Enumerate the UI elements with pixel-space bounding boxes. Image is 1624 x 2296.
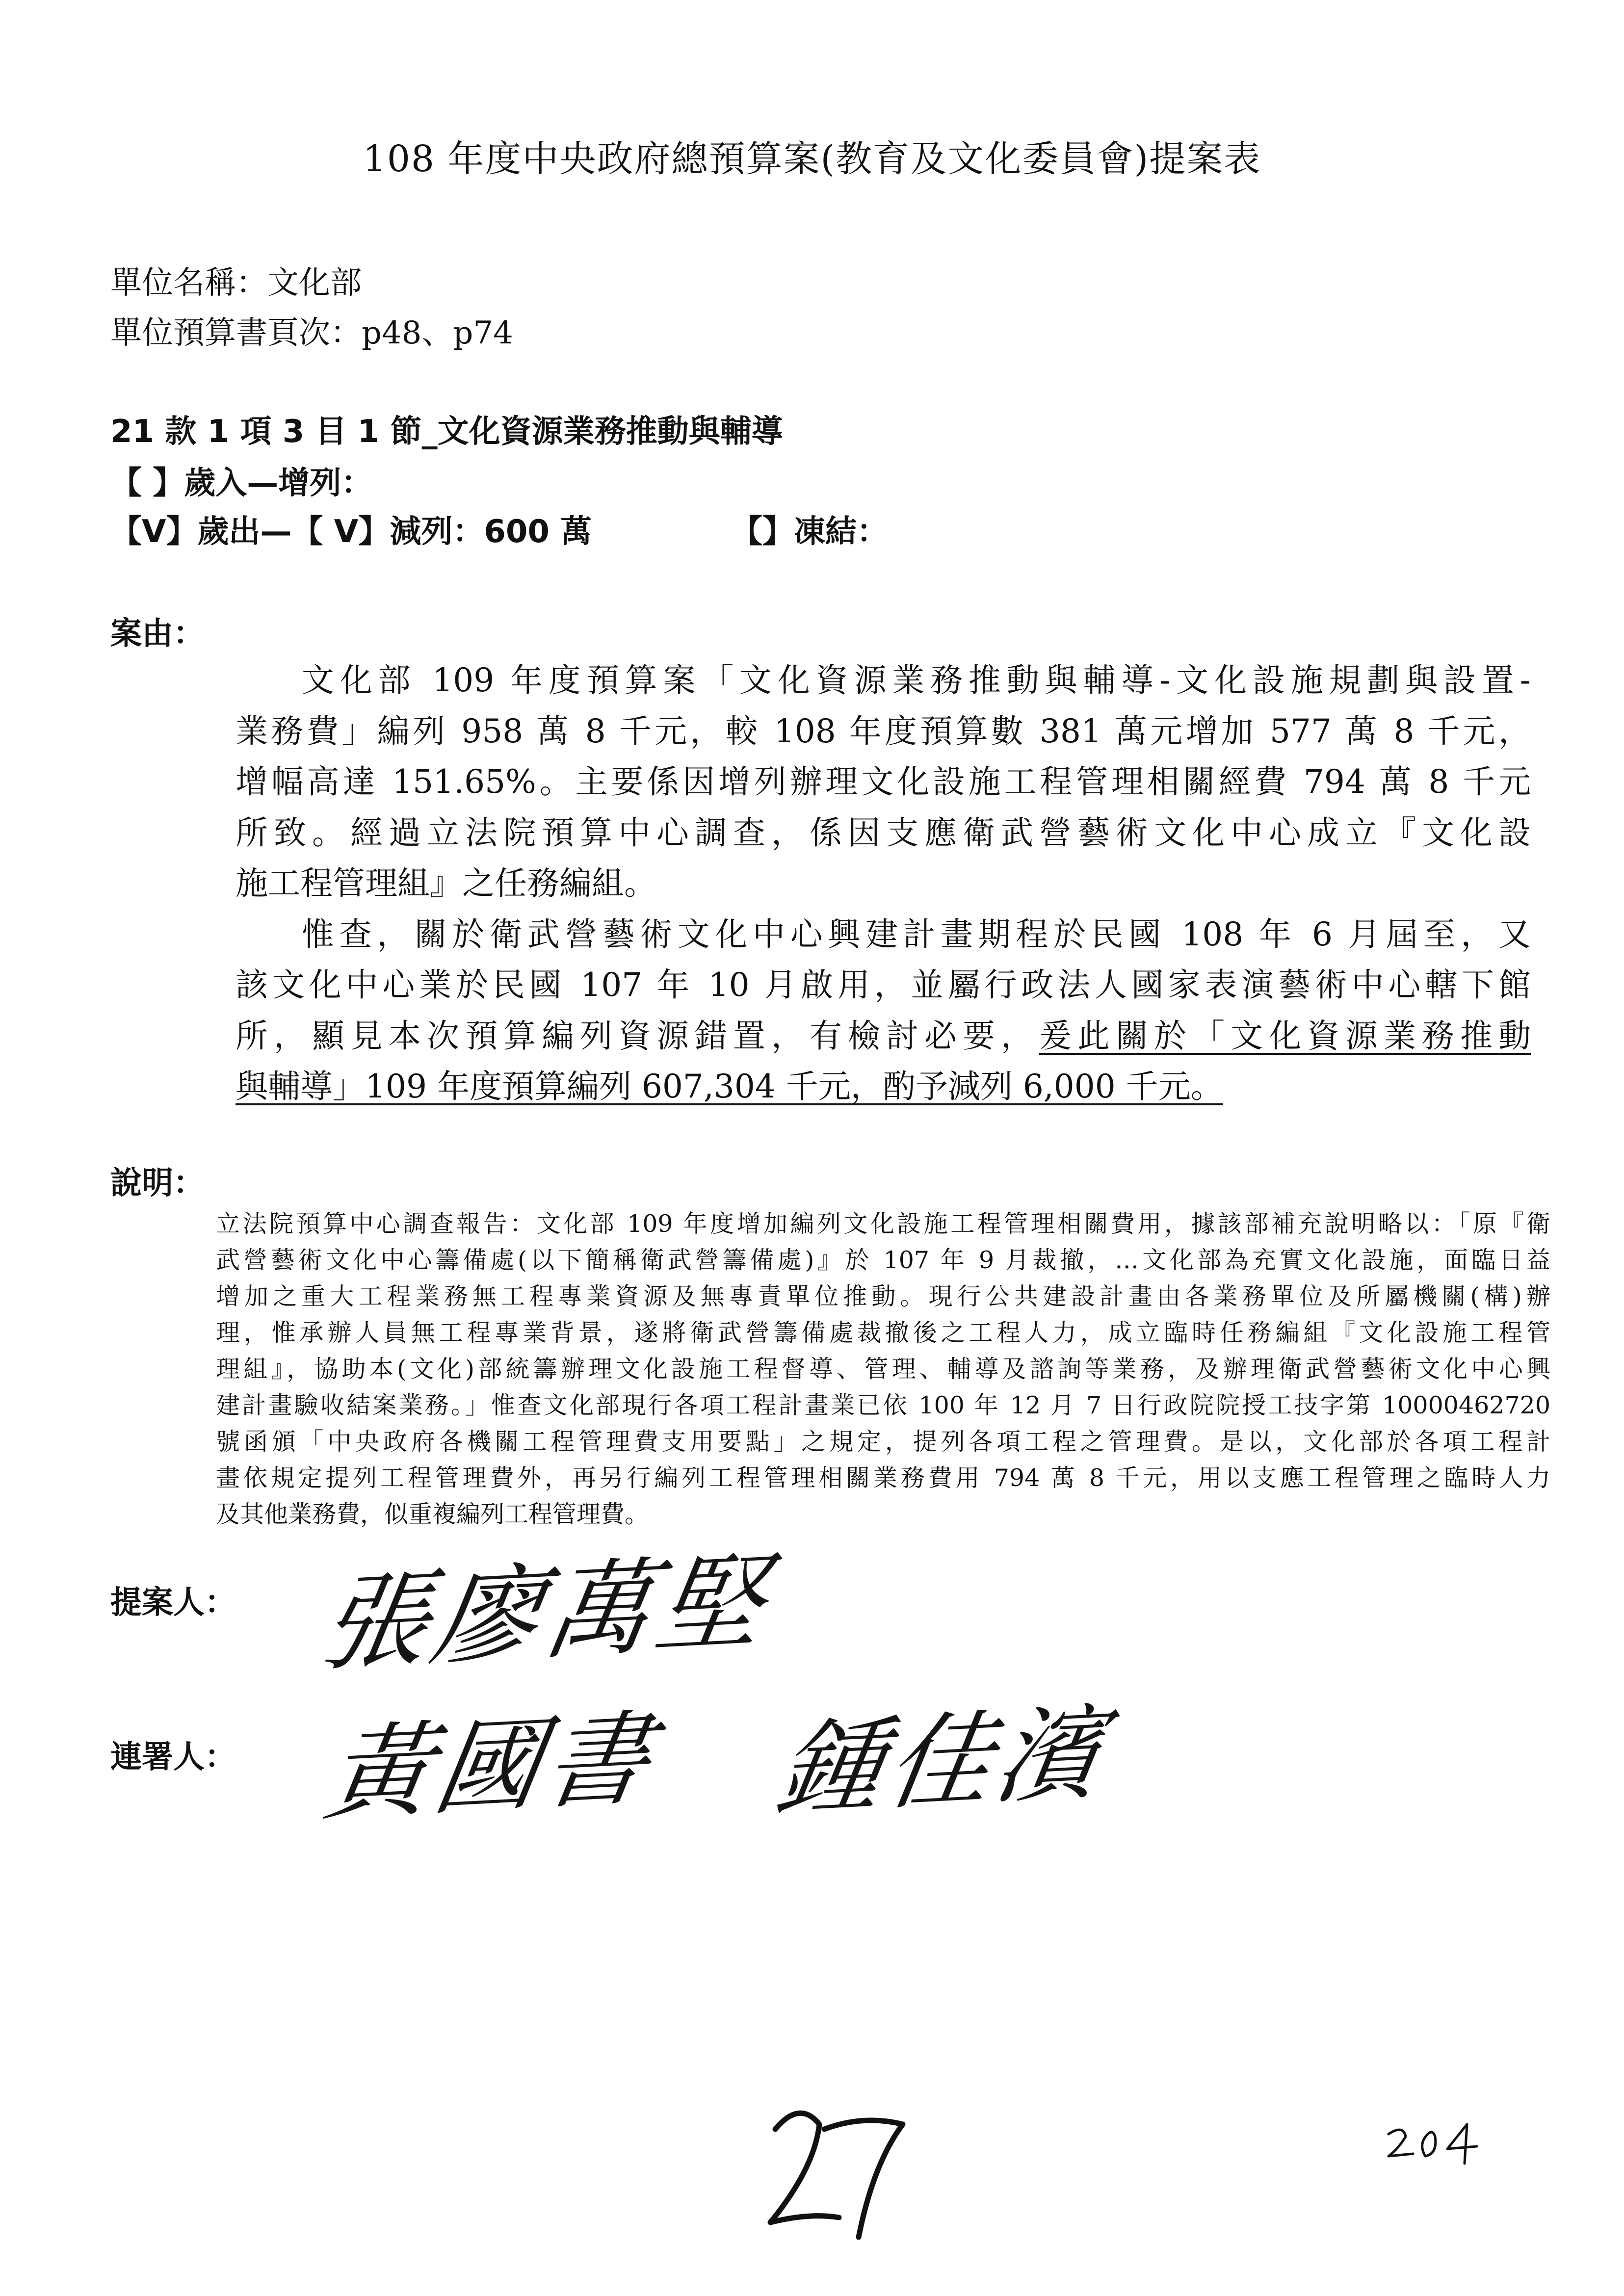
explanation-line: 武營藝術文化中心籌備處(以下簡稱衛武營籌備處)』於 107 年 9 月裁撤，…文化部為充實文化設施，面臨日益 bbox=[216, 1246, 1550, 1274]
reason-body bbox=[236, 655, 1531, 1112]
reason-line bbox=[236, 1061, 1531, 1112]
reason-line: 所致。經過立法院預算中心調查，係因支應衛武營藝術文化中心成立『文化設 bbox=[236, 813, 1531, 852]
page-title: 108 年度中央政府總預算案(教育及文化委員會)提案表 bbox=[363, 138, 1261, 180]
explanation-line: 立法院預算中心調查報告：文化部 109 年度增加編列文化設施工程管理相關費用，據該部補充說明略以：「原『衛 bbox=[216, 1210, 1550, 1238]
reduction-proposal-underlined: 與輔導」109 年度預算編列 607,304 千元，酌予減列 6,000 千元。 bbox=[236, 1068, 1223, 1105]
cosigner-label: 連署人： bbox=[110, 1739, 236, 1775]
reason-line: 該文化中心業於民國 107 年 10 月啟用，並屬行政法人國家表演藝術中心轄下館 bbox=[236, 966, 1531, 1004]
reason-line-plain: 所，顯見本次預算編列資源錯置，有檢討必要， bbox=[236, 1017, 1039, 1055]
explanation-line: 增加之重大工程業務無工程專業資源及無專責單位推動。現行公共建設計畫由各業務單位及所屬機關(構)辦 bbox=[216, 1282, 1550, 1310]
reason-line: 業務費」編列 958 萬 8 千元，較 108 年度預算數 381 萬元增加 577 萬 8 千元， bbox=[236, 712, 1531, 750]
freeze-line: 【】凍結： bbox=[731, 514, 888, 550]
handwritten-page-number bbox=[765, 2100, 922, 2257]
reason-line: 惟查，關於衛武營藝術文化中心興建計畫期程於民國 108 年 6 月屆至，又 bbox=[302, 915, 1531, 953]
explanation-label: 說明： bbox=[110, 1165, 205, 1201]
cosigner-signature-2: 鍾佳濱 bbox=[769, 1693, 1116, 1830]
handwritten-corner-number bbox=[1384, 2119, 1492, 2168]
reason-line: 增幅高達 151.65%。主要係因增列辦理文化設施工程管理相關經費 794 萬 8 千元 bbox=[236, 763, 1531, 801]
reason-line bbox=[236, 1011, 1531, 1062]
proposer-label: 提案人： bbox=[110, 1585, 236, 1621]
explanation-line: 號函頒「中央政府各機關工程管理費支用要點」之規定，提列各項工程之管理費。是以，文化部於各項工程計 bbox=[216, 1428, 1550, 1456]
budget-item-heading: 21 款 1 項 3 目 1 節_文化資源業務推動與輔導 bbox=[110, 414, 783, 450]
unit-name: 單位名稱：文化部 bbox=[110, 265, 362, 301]
revenue-increase-line: 【 】歲入—增列： bbox=[110, 465, 373, 501]
reason-line: 文化部 109 年度預算案「文化資源業務推動與輔導-文化設施規劃與設置- bbox=[302, 661, 1531, 699]
reason-line: 施工程管理組』之任務編組。 bbox=[236, 864, 656, 902]
explanation-line: 理，惟承辦人員無工程專業背景，遂將衛武營籌備處裁撤後之工程人力，成立臨時任務編組『文化設施工程管 bbox=[216, 1319, 1550, 1347]
reduction-proposal-underlined: 爰此關於「文化資源業務推動 bbox=[1039, 1017, 1531, 1055]
explanation-line: 畫依規定提列工程管理費外，再另行編列工程管理相關業務費用 794 萬 8 千元，用以支應工程管理之臨時人力 bbox=[216, 1464, 1550, 1492]
explanation-line: 建計畫驗收結案業務。」惟查文化部現行各項工程計畫業已依 100 年 12 月 7 日行政院院授工技字第 10000462720 bbox=[216, 1391, 1550, 1419]
cosigner-signature-1: 黃國書 bbox=[317, 1698, 664, 1835]
explanation-line: 及其他業務費，似重複編列工程管理費。 bbox=[216, 1500, 649, 1528]
proposer-signature: 張廖萬堅 bbox=[313, 1540, 779, 1686]
explanation-line: 理組』，協助本(文化)部統籌辦理文化設施工程督導、管理、輔導及諮詢等業務，及辦理衛武營藝術文化中心興 bbox=[216, 1355, 1550, 1383]
explanation-body bbox=[216, 1206, 1550, 1533]
reason-label: 案由： bbox=[110, 616, 205, 652]
expense-decrease-line: 【V】歲出—【 V】減列：600 萬 bbox=[110, 514, 592, 550]
unit-budget-pages: 單位預算書頁次：p48、p74 bbox=[110, 315, 513, 351]
